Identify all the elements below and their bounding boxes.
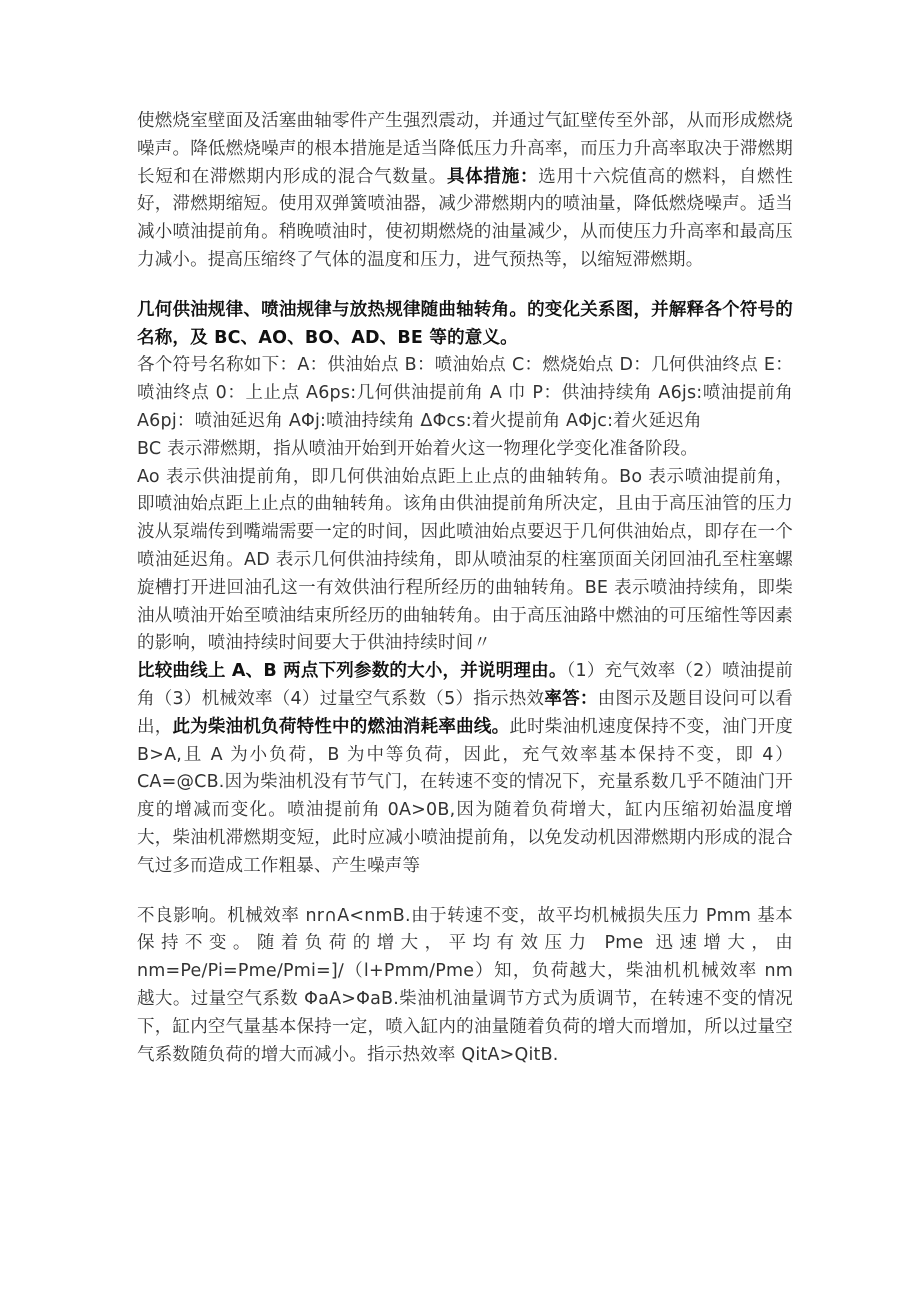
compare-question: 比较曲线上 A、B 两点下列参数的大小，并说明理由。 bbox=[137, 661, 567, 682]
answer-body: 此时柴油机速度保持不变，油门开度 B>A,且 A 为小负荷，B 为中等负荷，因此，充气效率基本保持不变，即 4）CA=@CB.因为柴油机没有节气门，在转速不变的情况下，充量系数几乎不随油门开度的增减而变化。喷油提前角 0A>0B,因为随着负荷增大，缸内压缩初始温度增大，柴油机滞燃期变短，此时应减小喷油提前角，以免发动机因滞燃期内形成的混合气过多而造成工作粗暴、产生噪声等 bbox=[137, 716, 793, 876]
spacer bbox=[137, 881, 793, 903]
answer-curve-type: 此为柴油机负荷特性中的燃油消耗率曲线。 bbox=[172, 716, 510, 737]
measures-text: 选用十六烷值高的燃料，自燃性好，滞燃期缩短。使用双弹簧喷油器，减少滞燃期内的喷油量，降低燃烧噪声。适当减小喷油提前角。稍晚喷油时，使初期燃烧的油量减少，从而使压力升高率和最高压力减小。提高压缩终了气体的温度和压力，进气预热等，以缩短滞燃期。 bbox=[137, 166, 793, 270]
answer-label: 率答： bbox=[544, 688, 598, 709]
combustion-noise-text: 使燃烧室壁面及活塞曲轴零件产生强烈震动，并通过气缸壁传至外部，从而形成燃烧噪声。降低燃烧噪声的根本措施是适当降低压力升高率，而压力升高率取决于滞燃期长短和在滞燃期内形成的混合气数量。 bbox=[137, 111, 793, 187]
compare-items: （1）充气效率（2）喷油提前角（3）机械效率（4）过量空气系数（5）指示热效 bbox=[137, 661, 794, 709]
paragraph-angle-meanings: Ao 表示供油提前角，即几何供油始点距上止点的曲轴转角。Bo 表示喷油提前角，即喷油始点距上止点的曲轴转角。该角由供油提前角所决定，且由于高压油管的压力波从泵端传到嘴端需要一定的时间，因此喷油始点要迟于几何供油始点，即存在一个喷油延迟角。AD 表示几何供油持续角，即从喷油泵的柱塞顶面关闭回油孔至柱塞螺旋槽打开进回油孔这一有效供油行程所经历的曲轴转角。BE 表示喷油持续角，即柴油从喷油开始至喷油结束所经历的曲轴转角。由于高压油路中燃油的可压缩性等因素的影响，喷油持续时间要大于供油持续时间〃 bbox=[137, 466, 793, 654]
measures-heading: 具体措施： bbox=[447, 166, 539, 187]
answer-intro: 由图示及题目设问可以看出， bbox=[137, 688, 793, 737]
paragraph-combustion-noise bbox=[137, 108, 793, 275]
paragraph-compare-points bbox=[137, 658, 793, 880]
paragraph-mechanical-efficiency: 不良影响。机械效率 nr∩A<nmB.由于转速不变，故平均机械损失压力 Pmm 基本保持不变。随着负荷的增大，平均有效压力 Pme 迅速增大，由 nm=Pe∕Pi=Pme∕Pmi=]∕（l+Pmm∕Pme）知，负荷越大，柴油机机械效率 nm 越大。过量空气系数 ΦaA>ΦaB.柴油机油量调节方式为质调节，在转速不变的情况下，缸内空气量基本保持一定，喷入缸内的油量随着负荷的增大而增加，所以过量空气系数随负荷的增大而减小。指示热效率 QitA>QitB. bbox=[137, 905, 793, 1065]
spacer bbox=[137, 275, 793, 297]
paragraph-bc-meaning: BC 表示滞燃期，指从喷油开始到开始着火这一物理化学变化准备阶段。 bbox=[137, 438, 699, 459]
question-fuel-injection-heading: 几何供油规律、喷油规律与放热规律随曲轴转角。的变化关系图，并解释各个符号的名称，及 BC、AO、BO、AD、BE 等的意义。 bbox=[137, 299, 793, 348]
paragraph-symbol-names: 各个符号名称如下：A：供油始点 B：喷油始点 C：燃烧始点 D：几何供油终点 E：喷油终点 0：上止点 A6ps:几何供油提前角 A 巾 P：供油持续角 A6js:喷油提前角 A6pj：喷油延迟角 AΦj:喷油持续角 ΔΦcs:着火提前角 AΦjc:着火延迟角 bbox=[137, 355, 793, 431]
document-page bbox=[137, 108, 793, 1069]
